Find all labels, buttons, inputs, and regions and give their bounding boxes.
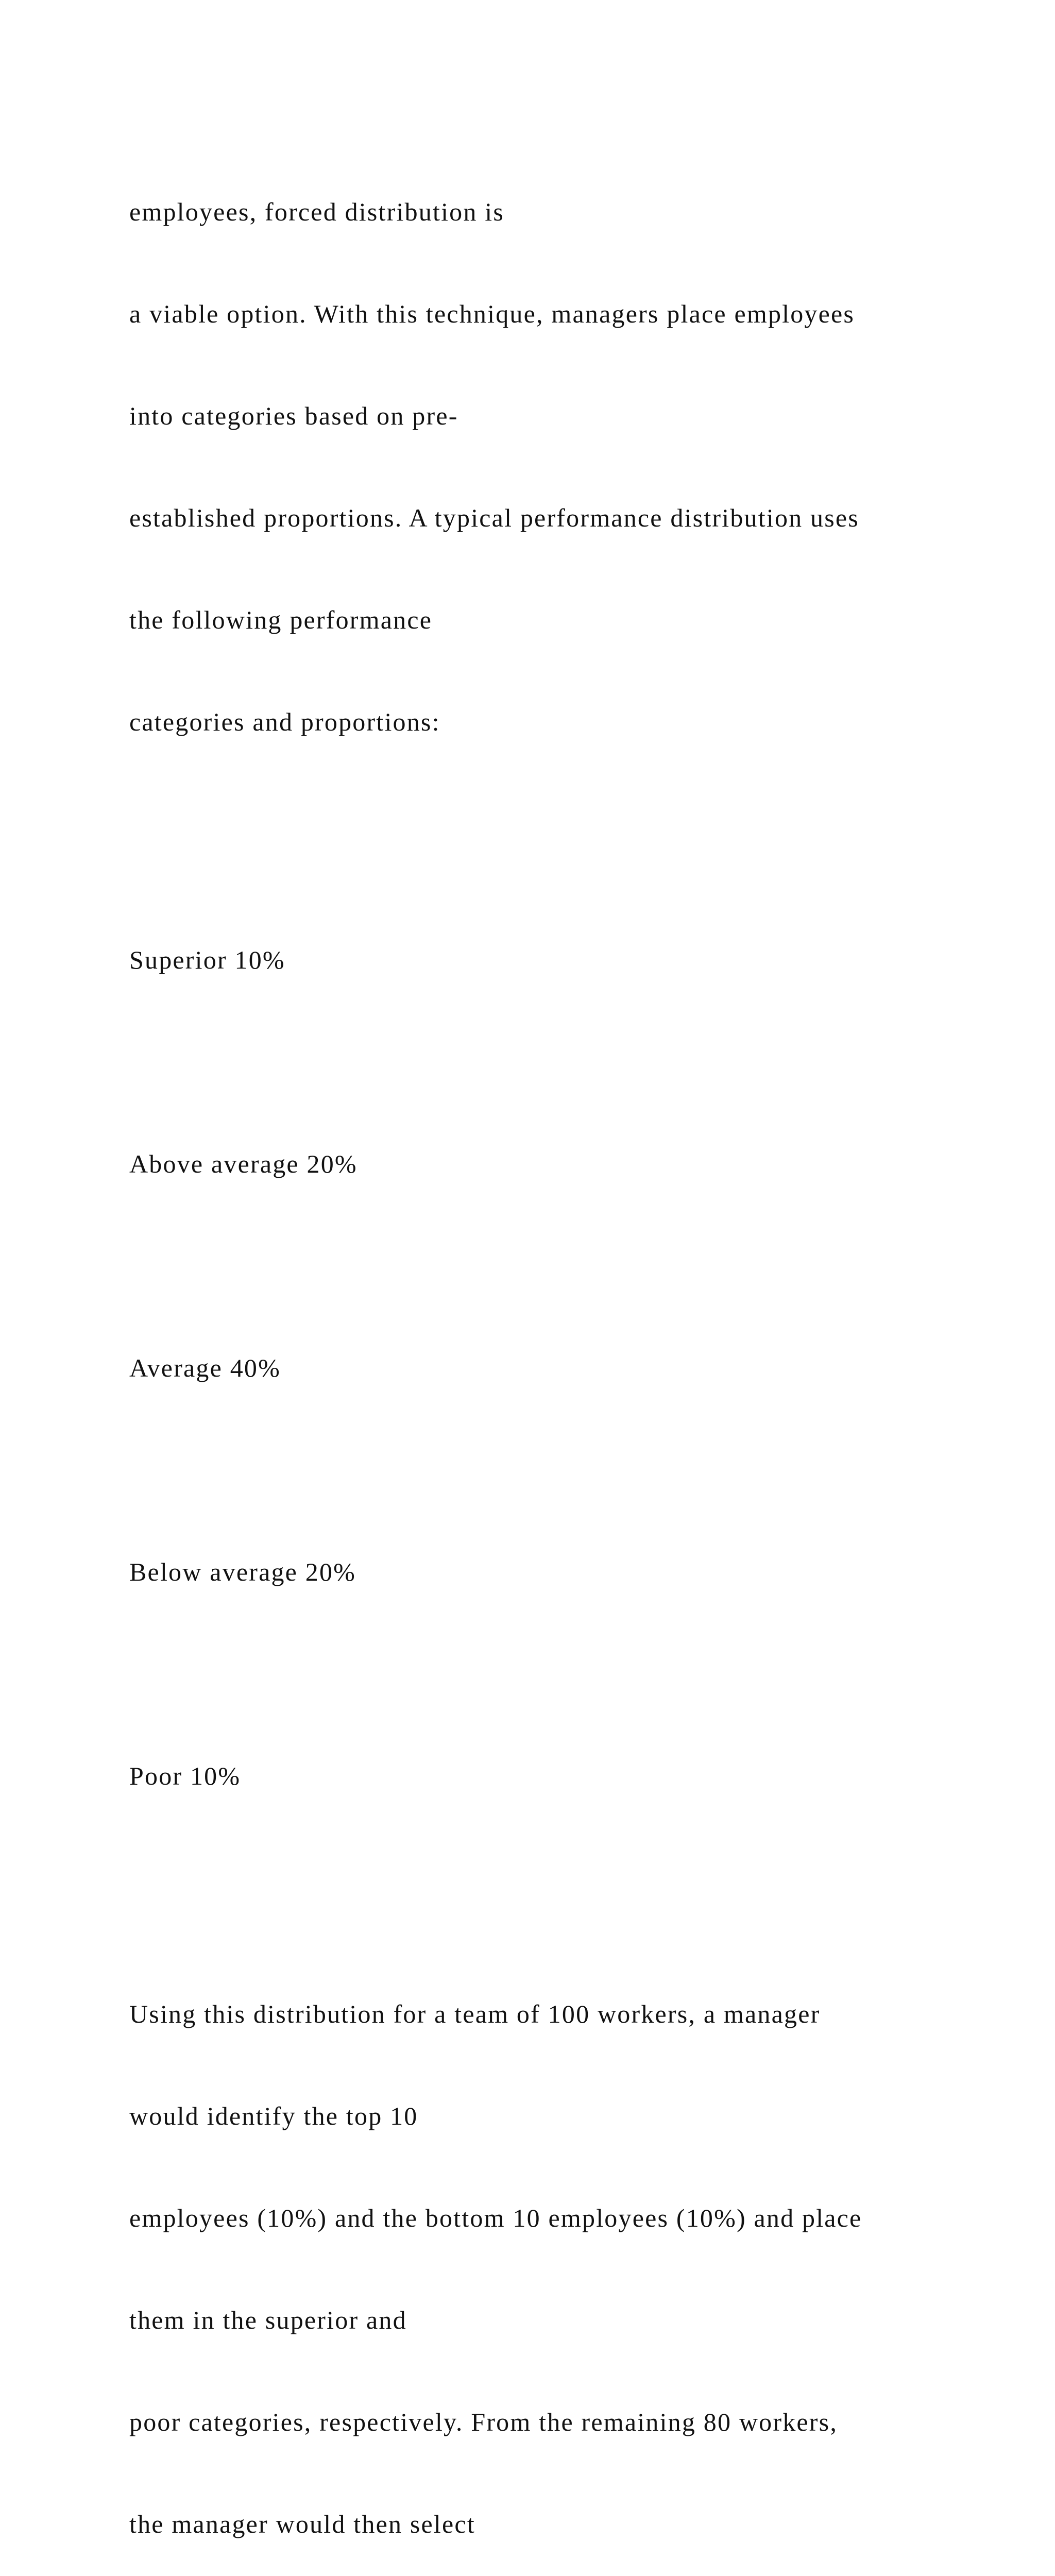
category-below-average: Below average 20% (129, 1557, 356, 1586)
blank-line (129, 1045, 1005, 1079)
blank-line (129, 1861, 1005, 1895)
category-above-average: Above average 20% (129, 1149, 358, 1178)
text-line: Using this distribution for a team of 100 workers, a manager (129, 1999, 821, 2028)
text-line: established proportions. A typical performance distribution uses (129, 503, 859, 532)
text-line: employees (10%) and the bottom 10 employees (10%) and place (129, 2204, 862, 2232)
text-line: categories and proportions: (129, 707, 440, 736)
text-line: poor categories, respectively. From the remaining 80 workers, (129, 2408, 838, 2436)
category-average: Average 40% (129, 1353, 281, 1382)
text-line: them in the superior and (129, 2306, 407, 2334)
category-poor: Poor 10% (129, 1761, 241, 1790)
blank-line (129, 807, 1005, 841)
text-line: employees, forced distribution is (129, 197, 505, 226)
category-superior: Superior 10% (129, 945, 285, 974)
blank-line (129, 1453, 1005, 1487)
text-line: would identify the top 10 (129, 2102, 418, 2130)
text-line: a viable option. With this technique, managers place employees (129, 299, 855, 328)
text-line: the following performance (129, 605, 433, 634)
blank-line (129, 1249, 1005, 1283)
blank-line (129, 1657, 1005, 1691)
text-line: the manager would then select (129, 2510, 475, 2538)
document-text (129, 127, 1005, 2576)
text-line: into categories based on pre- (129, 401, 458, 430)
